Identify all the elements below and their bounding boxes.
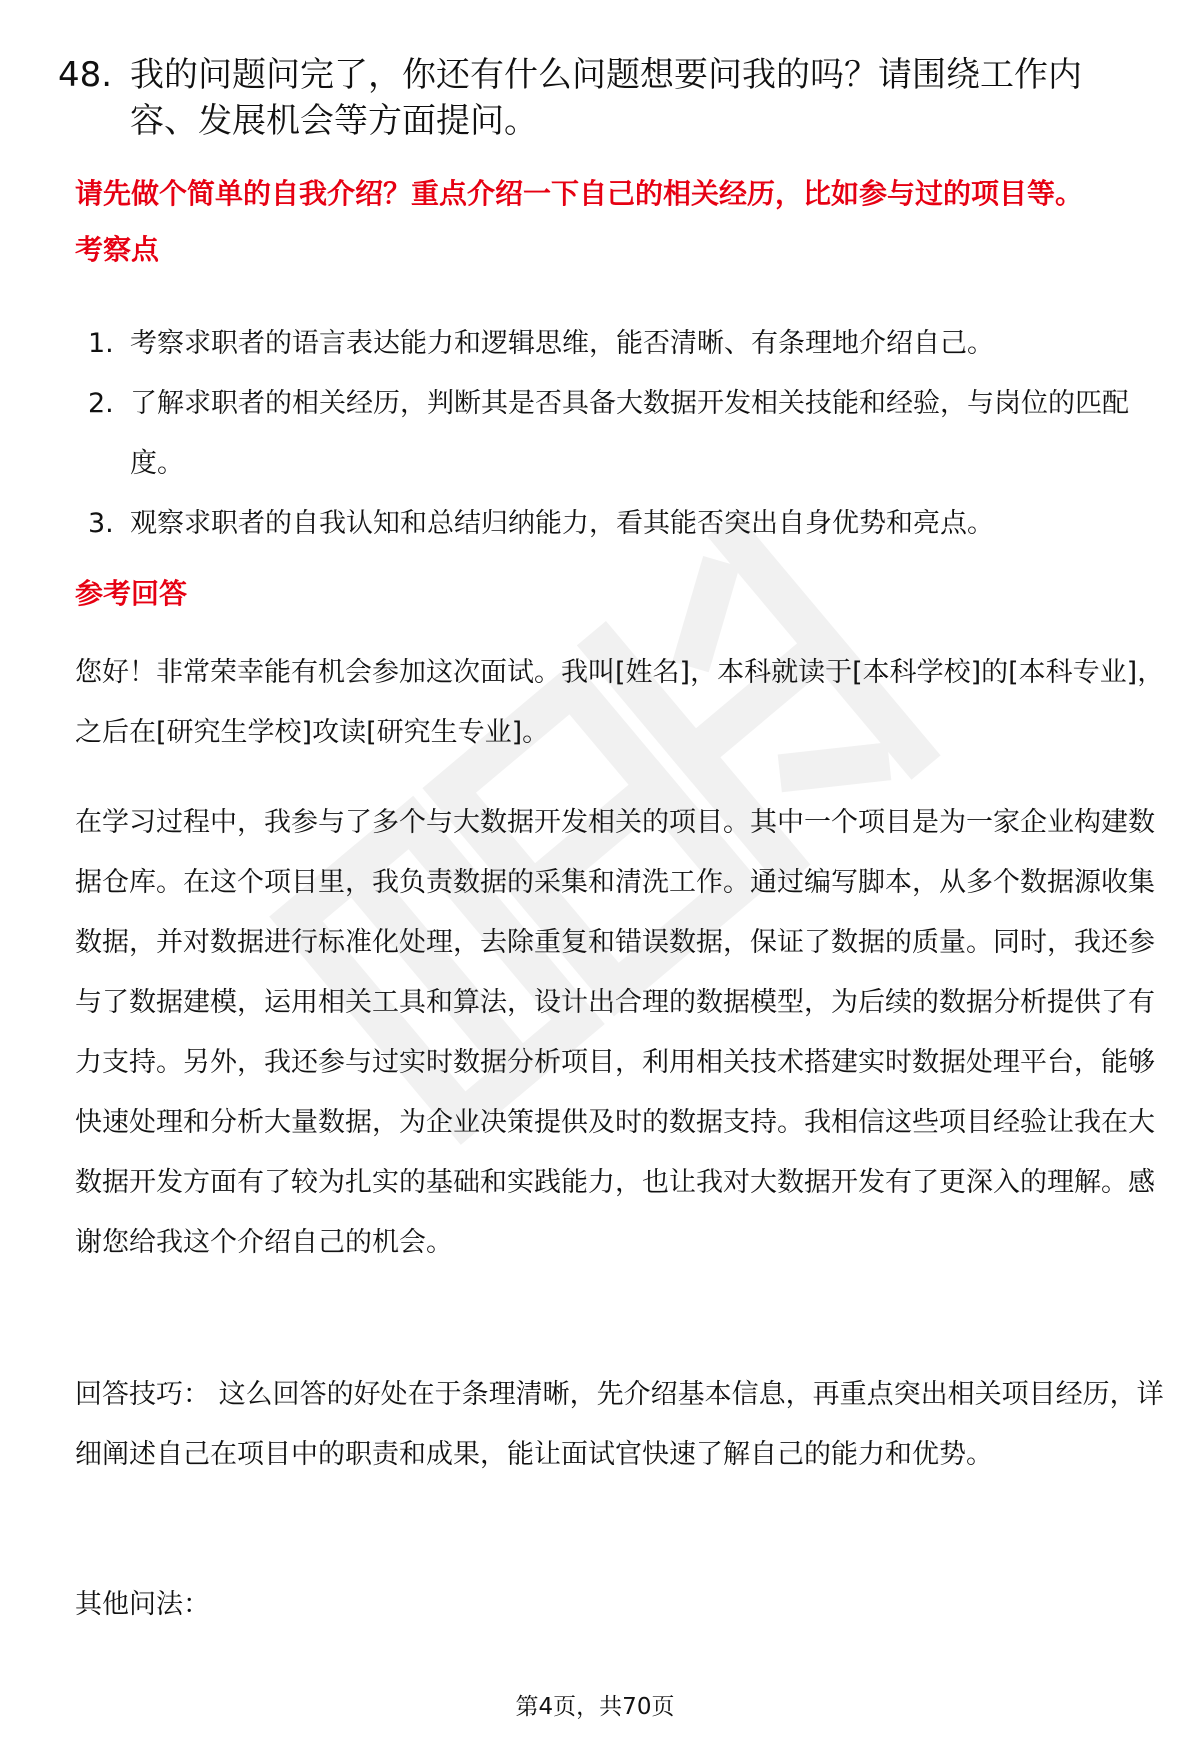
list-item-text: 了解求职者的相关经历，判断其是否具备大数据开发相关技能和经验，与岗位的匹配度。 bbox=[130, 388, 1129, 479]
inspection-heading: 考察点 bbox=[75, 233, 160, 266]
page-footer: 第4页，共70页 bbox=[515, 1694, 675, 1720]
list-item bbox=[88, 374, 1168, 494]
answer-tips: 回答技巧： 这么回答的好处在于条理清晰，先介绍基本信息，再重点突出相关项目经历，详细阐述自己在项目中的职责和成果，能让面试官快速了解自己的能力和优势。 bbox=[75, 1379, 1164, 1470]
other-asking-ways: 其他问法： bbox=[75, 1589, 210, 1620]
reference-heading: 参考回答 bbox=[75, 577, 188, 610]
question-number: 48. bbox=[58, 55, 113, 95]
list-item-text: 考察求职者的语言表达能力和逻辑思维，能否清晰、有条理地介绍自己。 bbox=[130, 328, 994, 359]
list-item-number: 1. bbox=[88, 328, 114, 359]
inspection-list bbox=[88, 314, 1168, 554]
list-item-number: 3. bbox=[88, 508, 114, 539]
answer-paragraph-projects: 在学习过程中，我参与了多个与大数据开发相关的项目。其中一个项目是为一家企业构建数据仓库。在这个项目里，我负责数据的采集和清洗工作。通过编写脚本，从多个数据源收集数据，并对数据进行标准化处理，去除重复和错误数据，保证了数据的质量。同时，我还参与了数据建模，运用相关工具和算法，设计出合理的数据模型，为后续的数据分析提供了有力支持。另外，我还参与过实时数据分析项目，利用相关技术搭建实时数据处理平台，能够快速处理和分析大量数据，为企业决策提供及时的数据支持。我相信这些项目经验让我在大数据开发方面有了较为扎实的基础和实践能力，也让我对大数据开发有了更深入的理解。感谢您给我这个介绍自己的机会。 bbox=[75, 807, 1155, 1258]
answer-paragraph-intro: 您好！非常荣幸能有机会参加这次面试。我叫[姓名]，本科就读于[本科学校]的[本科专业]，之后在[研究生学校]攻读[研究生专业]。 bbox=[75, 657, 1165, 748]
question-text: 我的问题问完了，你还有什么问题想要问我的吗？请围绕工作内容、发展机会等方面提问。 bbox=[130, 55, 1082, 141]
list-item bbox=[88, 494, 1168, 554]
list-item bbox=[88, 314, 1168, 374]
list-item-text: 观察求职者的自我认知和总结归纳能力，看其能否突出自身优势和亮点。 bbox=[130, 508, 994, 539]
interview-question: 请先做个简单的自我介绍？重点介绍一下自己的相关经历，比如参与过的项目等。 bbox=[75, 177, 1084, 210]
list-item-number: 2. bbox=[88, 388, 114, 419]
question-title bbox=[58, 52, 1138, 144]
